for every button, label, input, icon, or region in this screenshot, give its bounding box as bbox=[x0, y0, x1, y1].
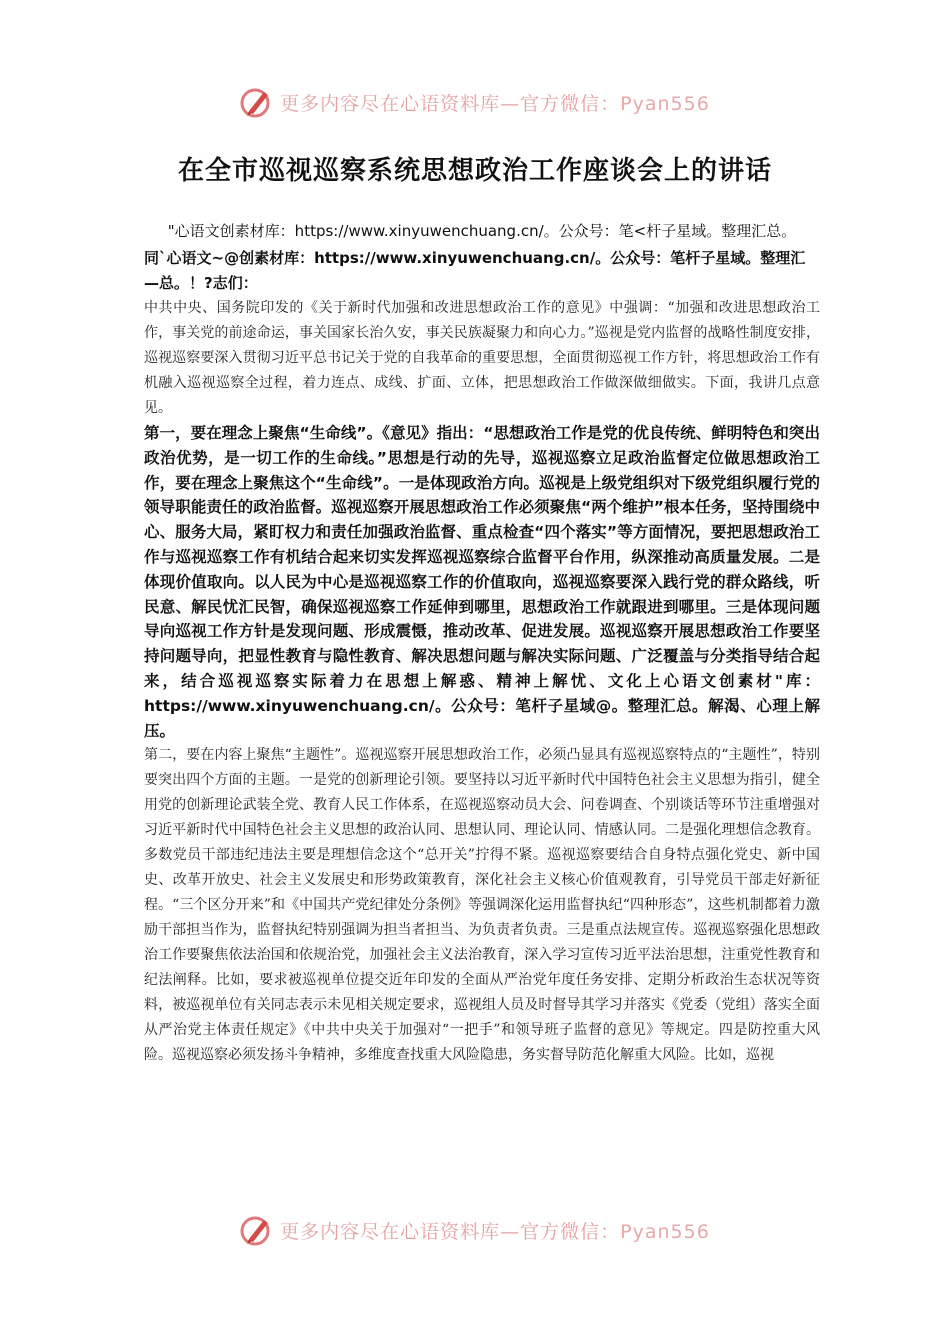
banner-text: 更多内容尽在心语资料库—官方微信：Pyan556 bbox=[280, 1220, 710, 1243]
footer-banner bbox=[0, 1210, 950, 1250]
document-body bbox=[144, 219, 820, 1068]
first-point-paragraph: 第一，要在理念上聚焦“生命线”。《意见》指出：“思想政治工作是党的优良传统、鲜明特色和突出政治优势，是一切工作的生命线。”思想是行动的先导，巡视巡察立足政治监督定位做思想政治工作，要在理念上聚焦这个“生命线”。一是体现政治方向。巡视是上级党组织对下级党组织履行党的领导职能责任的政治监督。巡视巡察开展思想政治工作必须聚焦“两个维护”根本任务，坚持围绕中心、服务大局，紧盯权力和责任加强政治监督、重点检查“四个落实”等方面情况，要把思想政治工作与巡视巡察工作有机结合起来切实发挥巡视巡察综合监督平台作用，纵深推动高质量发展。二是体现价值取向。以人民为中心是巡视巡察工作的价值取向，巡视巡察要深入践行党的群众路线，听民意、解民忧汇民智，确保巡视巡察工作延伸到哪里，思想政治工作就跟进到哪里。三是体现问题导向巡视工作方针是发现问题、形成震慑，推动改革、促进发展。巡视巡察开展思想政治工作要坚持问题导向，把显性教育与隐性教育、解决思想问题与解决实际问题、广泛覆盖与分类指导结合起来，结合巡视巡察实际着力在思想上解惑、精神上解忧、文化上心语文创素材"库：https://www.xinyuwenchuang.cn/。公众号：笔杆子星域@。整理汇总。解渴、心理上解压。 bbox=[144, 424, 821, 740]
wechat-id: Pyan556 bbox=[620, 1220, 710, 1243]
source-note-2: 同`心语文~@创素材库：https://www.xinyuwenchuang.cn/。公众号：笔杆子星域。整理汇—总。！?志们： bbox=[144, 249, 806, 292]
banner-text: 更多内容尽在心语资料库—官方微信：Pyan556 bbox=[280, 92, 710, 115]
document-title: 在全市巡视巡察系统思想政治工作座谈会上的讲话 bbox=[177, 156, 772, 186]
fountain-pen-logo-icon bbox=[240, 1213, 274, 1247]
fountain-pen-logo-icon bbox=[240, 85, 274, 119]
source-note-1: "心语文创素材库：https://www.xinyuwenchuang.cn/。公众号：笔<杆子星域。整理汇总。 bbox=[167, 222, 797, 240]
intro-paragraph: 中共中央、国务院印发的《关于新时代加强和改进思想政治工作的意见》中强调：“加强和改进思想政治工作，事关党的前途命运，事关国家长治久安，事关民族凝聚力和向心力。”巡视是党内监督的战略性制度安排，巡视巡察要深入贯彻习近平总书记关于党的自我革命的重要思想，全面贯彻巡视工作方针，将思想政治工作有机融入巡视巡察全过程，着力连点、成线、扩面、立体，把思想政治工作做深做细做实。下面，我讲几点意见。 bbox=[144, 300, 820, 416]
second-point-paragraph: 第二，要在内容上聚焦“主题性”。巡视巡察开展思想政治工作，必须凸显具有巡视巡察特点的“主题性”，特别要突出四个方面的主题。一是党的创新理论引领。要坚持以习近平新时代中国特色社会主义思想为指引，健全用党的创新理论武装全党、教育人民工作体系，在巡视巡察动员大会、问卷调查、个别谈话等环节注重增强对习近平新时代中国特色社会主义思想的政治认同、思想认同、理论认同、情感认同。二是强化理想信念教育。多数党员干部违纪违法主要是理想信念这个“总开关”拧得不紧。巡视巡察要结合自身特点强化党史、新中国史、改革开放史、社会主义发展史和形势政策教育，深化社会主义核心价值观教育，引导党员干部走好新征程。“三个区分开来”和《中国共产党纪律处分条例》等强调深化运用监督执纪“四种形态”，这些机制都着力激励干部担当作为，监督执纪特别强调为担当者担当、为负责者负责。三是重点法规宣传。巡视巡察强化思想政治工作要聚焦依法治国和依规治党，加强社会主义法治教育，深入学习宣传习近平法治思想，注重党性教育和纪法阐释。比如，要求被巡视单位提交近年印发的全面从严治党年度任务安排、定期分析政治生态状况等资料，被巡视单位有关同志表示未见相关规定要求，巡视组人员及时督导其学习并落实《党委（党组）落实全面从严治党主体责任规定》《中共中央关于加强对“一把手”和领导班子监督的意见》等规定。四是防控重大风险。巡视巡察必须发扬斗争精神，多维度查找重大风险隐患，务实督导防范化解重大风险。比如，巡视 bbox=[144, 747, 820, 1064]
wechat-id: Pyan556 bbox=[620, 92, 710, 115]
header-banner bbox=[0, 82, 950, 122]
